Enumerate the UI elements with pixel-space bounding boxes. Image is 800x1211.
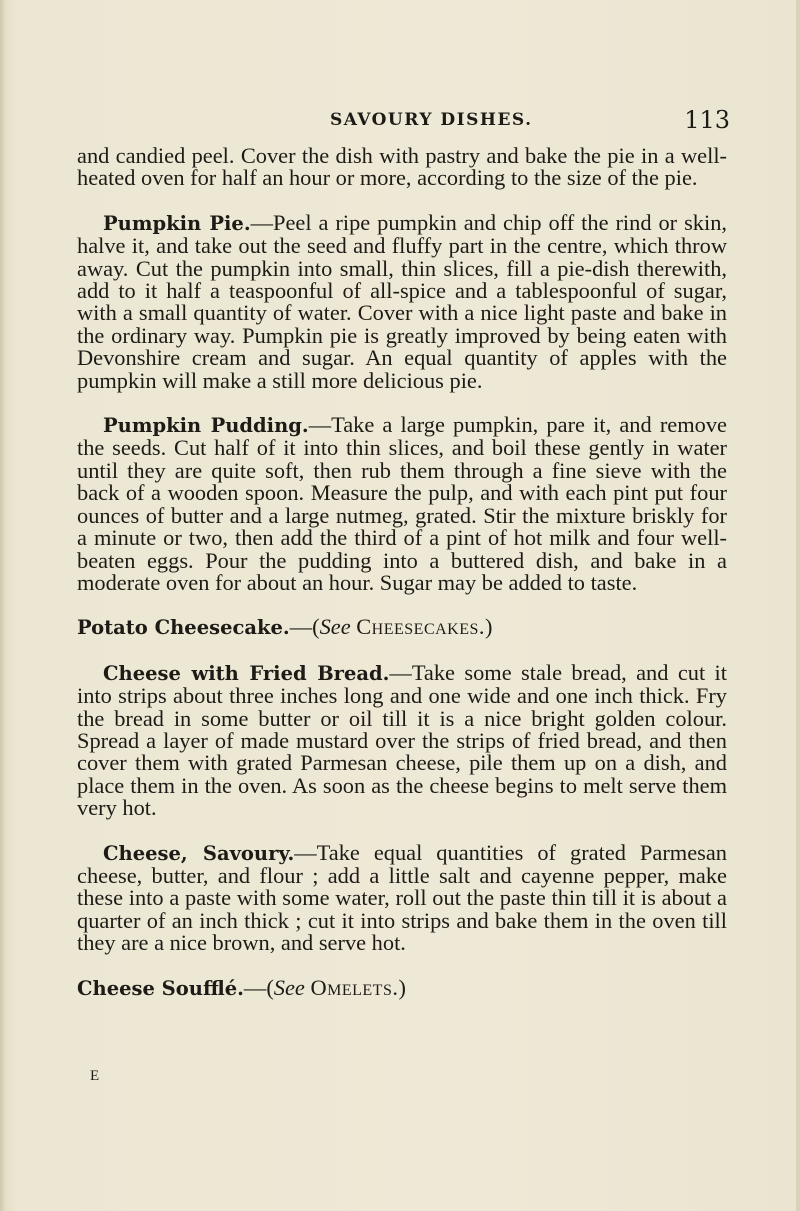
recipe-cheese-souffle — [77, 974, 727, 1000]
running-head-title: SAVOURY DISHES. — [330, 110, 533, 130]
page-number: 113 — [684, 106, 730, 134]
recipe-potato-cheesecake — [77, 616, 727, 639]
recipe-pumpkin-pie — [77, 209, 728, 393]
recipe-title: Pumpkin Pudding. — [103, 414, 309, 438]
see-word: See — [273, 974, 305, 1000]
see-suffix: ) — [485, 614, 493, 640]
see-prefix: —( — [289, 614, 320, 640]
recipe-text: —Take some stale bread, and cut it into strips about three inches long and one wide and one inch thick. Fry the bread in some butter or oil till it is a nice bright golden colour. Spread a layer of made mustard over the strips of fried bread, and then cover them with grated Parmesan cheese, pile them up on a dish, and place them in the oven. As soon as the cheese begins to melt serve them very hot. — [77, 659, 727, 821]
recipe-title: Cheese, Savoury. — [103, 841, 295, 865]
see-suffix: ) — [398, 974, 406, 1000]
page-edge — [796, 0, 800, 1211]
recipe-text: —Take a large pumpkin, pare it, and remove the seeds. Cut half of it into thin slices, and boil these gently in water until they are quite soft, then rub them through a fine sieve with the back of a wooden spoon. Measure the pulp, and with each pint put four ounces of butter and a large nutmeg, grated. Stir the mixture briskly for a minute or two, then add the third of a pint of hot milk and four well-beaten eggs. Pour the pudding into a buttered dish, and bake in a moderate oven for about an hour. Sugar may be added to taste. — [77, 412, 727, 595]
recipe-title: Potato Cheesecake. — [77, 616, 290, 640]
recipe-title: Cheese Soufflé. — [77, 976, 244, 1000]
page-body — [77, 145, 727, 1022]
recipe-text: —Peel a ripe pumpkin and chip off the rind or skin, halve it, and take out the seed and fluffy part in the centre, which throw away. Cut the pumpkin into small, thin slices, fill a pie-dish therewith, add to it half a teaspoonful of all-spice and a tablespoonful of sugar, with a small quantity of water. Cover with a nice light paste and bake in the ordinary way. Pumpkin pie is greatly improved by being eaten with Devonshire cream and sugar. An equal quantity of apples with the pumpkin will make a still more delicious pie. — [77, 209, 728, 393]
recipe-text: —Take equal quantities of grated Parmesan cheese, butter, and flour ; add a little salt and cayenne pepper, make these into a paste with some water, roll out the paste thin till it is about a quarter of an inch thick ; cut it into strips and bake them in the oven till they are a nice brown, and serve hot. — [77, 839, 727, 956]
recipe-pumpkin-pudding — [77, 414, 727, 594]
see-prefix: —( — [243, 974, 274, 1000]
recipe-cheese-savoury — [77, 839, 727, 956]
signature-mark: E — [90, 1068, 100, 1084]
page-gutter — [0, 0, 6, 1211]
continuation-paragraph: and candied peel. Cover the dish with pastry and bake the pie in a well-heated oven for half an hour or more, according to the size of the pie. — [77, 143, 727, 191]
recipe-title: Cheese with Fried Bread. — [103, 661, 390, 685]
recipe-title: Pumpkin Pie. — [103, 211, 251, 235]
running-head — [0, 106, 800, 140]
see-word: See — [319, 614, 351, 640]
cross-reference: Cheesecakes. — [356, 614, 486, 640]
cross-reference: Omelets. — [310, 974, 399, 1000]
recipe-cheese-fried-bread — [77, 659, 727, 821]
